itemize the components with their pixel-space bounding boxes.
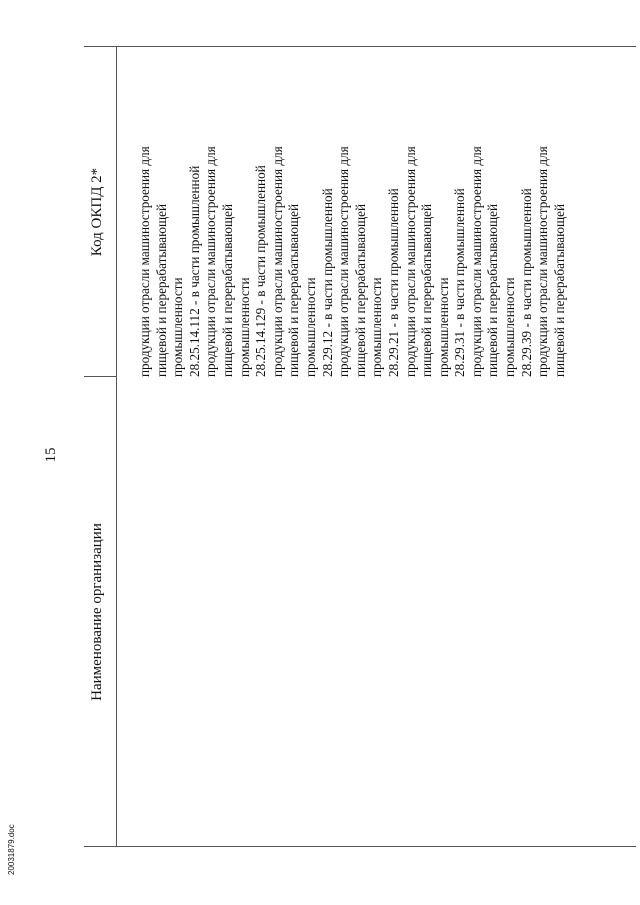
header-row-divider <box>116 47 117 847</box>
page-number: 15 <box>43 447 59 463</box>
code-line: пищевой и перерабатывающей <box>352 203 368 377</box>
code-line: пищевой и перерабатывающей <box>551 203 567 377</box>
header-organization: Наименование организации <box>89 523 105 701</box>
code-line: продукции отрасли машиностроения для <box>137 146 152 377</box>
code-line: 28.29.21 - в части промышленной <box>385 188 401 377</box>
table-left-border <box>84 846 636 847</box>
code-line: пищевой и перерабатывающей <box>485 203 501 377</box>
code-line: промышленности <box>170 277 186 377</box>
code-line: продукции отрасли машиностроения для <box>203 146 219 377</box>
code-line: 28.29.12 - в части промышленной <box>319 188 335 377</box>
code-line: продукции отрасли машиностроения для <box>402 146 418 377</box>
header-okpd-code: Код ОКПД 2* <box>89 167 105 257</box>
code-line: пищевой и перерабатывающей <box>419 203 435 377</box>
code-line: промышленности <box>302 277 318 377</box>
code-line: 28.29.39 - в части промышленной <box>518 188 534 377</box>
table-right-border <box>84 46 636 47</box>
code-line: 28.25.14.112 - в части промышленной <box>186 165 202 377</box>
code-line: промышленности <box>369 277 385 377</box>
code-line: пищевой и перерабатывающей <box>153 203 169 377</box>
okpd-code-cell <box>137 57 568 377</box>
code-line: пищевой и перерабатывающей <box>219 203 235 377</box>
code-line: пищевой и перерабатывающей <box>286 203 302 377</box>
code-line: промышленности <box>236 277 252 377</box>
code-line: продукции отрасли машиностроения для <box>535 146 551 377</box>
code-line: 28.25.14.129 - в части промышленной <box>253 165 269 377</box>
code-line: промышленности <box>502 277 518 377</box>
code-line: продукции отрасли машиностроения для <box>468 146 484 377</box>
file-name: 20031879.doc <box>7 824 16 875</box>
code-line: продукции отрасли машиностроения для <box>336 146 352 377</box>
code-line: продукции отрасли машиностроения для <box>269 146 285 377</box>
code-line: 28.29.31 - в части промышленной <box>452 188 468 377</box>
code-line: промышленности <box>435 277 451 377</box>
